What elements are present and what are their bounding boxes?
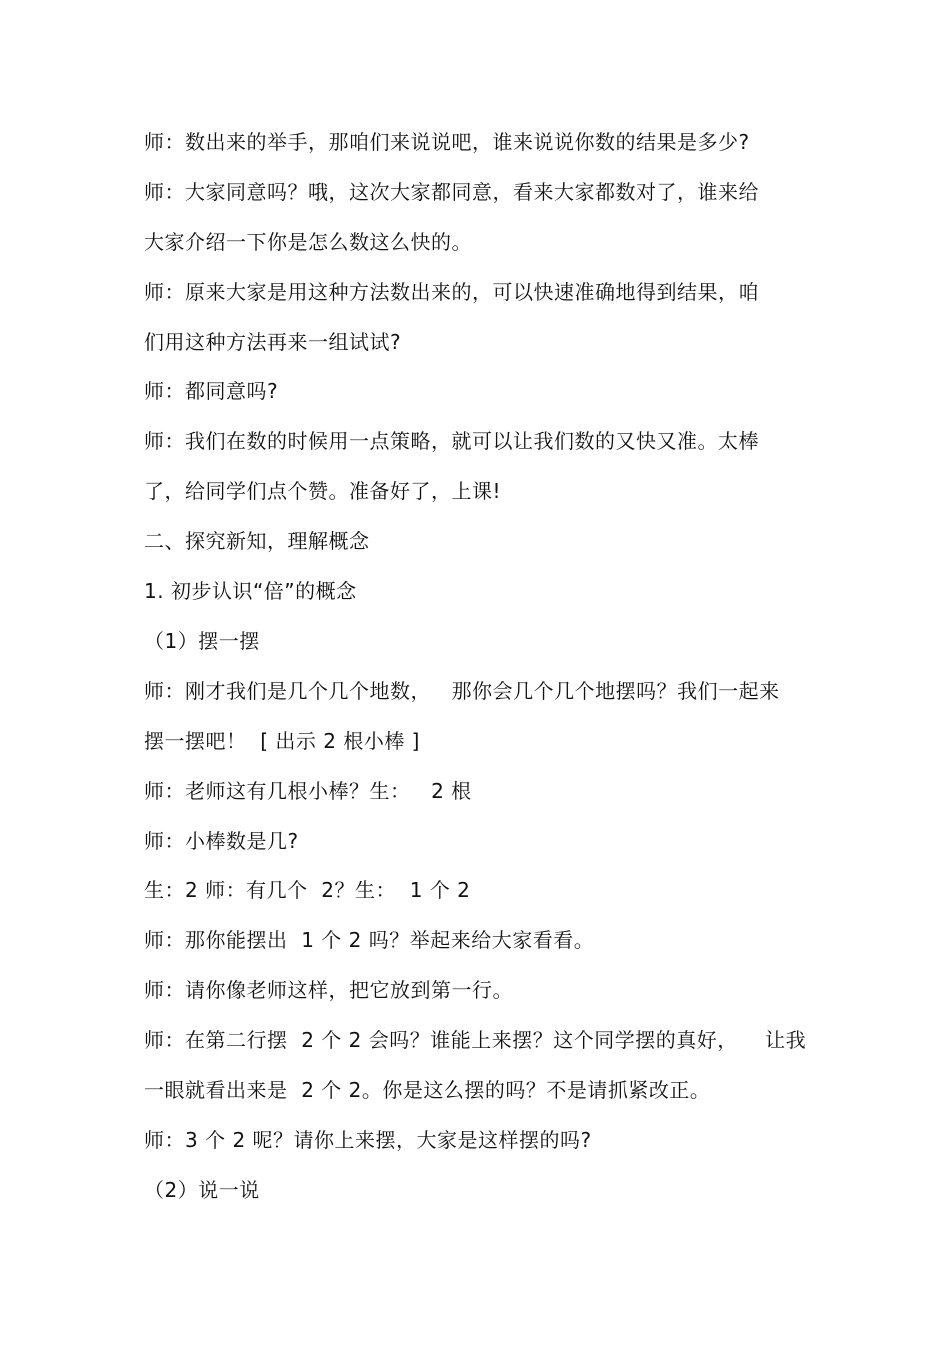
text-line: 师：老师这有几根小棒？生： 2 根 [144, 779, 472, 803]
text-line: 师：小棒数是几? [144, 829, 299, 853]
text-line: 师：大家同意吗？哦，这次大家都同意，看来大家都数对了，谁来给 [144, 180, 759, 204]
text-line: 师：3 个 2 呢？请你上来摆，大家是这样摆的吗? [144, 1128, 592, 1152]
sub-item-heading: （2）说一说 [144, 1178, 260, 1202]
section-heading: 二、探究新知，理解概念 [144, 529, 370, 553]
text-line: 师：数出来的举手，那咱们来说说吧，谁来说说你数的结果是多少? [144, 130, 750, 154]
text-line: 大家介绍一下你是怎么数这么快的。 [144, 230, 472, 254]
text-line: 师：在第二行摆 2 个 2 会吗？谁能上来摆？这个同学摆的真好， 让我 [144, 1028, 807, 1052]
text-line: 师：原来大家是用这种方法数出来的，可以快速准确地得到结果，咱 [144, 280, 759, 304]
text-line: 师：我们在数的时候用一点策略，就可以让我们数的又快又准。太棒 [144, 429, 759, 453]
text-line: 一眼就看出来是 2 个 2。你是这么摆的吗？不是请抓紧改正。 [144, 1078, 711, 1102]
text-line: 师：请你像老师这样，把它放到第一行。 [144, 978, 513, 1002]
text-line: 生：2 师：有几个 2？生： 1 个 2 [144, 878, 471, 902]
sub-item-heading: （1）摆一摆 [144, 629, 260, 653]
text-line: 师：都同意吗? [144, 379, 279, 403]
text-line: 师：刚才我们是几个几个地数， 那你会几个几个地摆吗？我们一起来 [144, 679, 780, 703]
text-line: 摆一摆吧！ [ 出示 2 根小棒 ] [144, 729, 420, 753]
text-line: 师：那你能摆出 1 个 2 吗？举起来给大家看看。 [144, 928, 595, 952]
text-line: 了，给同学们点个赞。准备好了，上课! [144, 479, 502, 503]
text-line: 们用这种方法再来一组试试? [144, 330, 402, 354]
subsection-heading: 1. 初步认识“倍”的概念 [144, 579, 357, 603]
